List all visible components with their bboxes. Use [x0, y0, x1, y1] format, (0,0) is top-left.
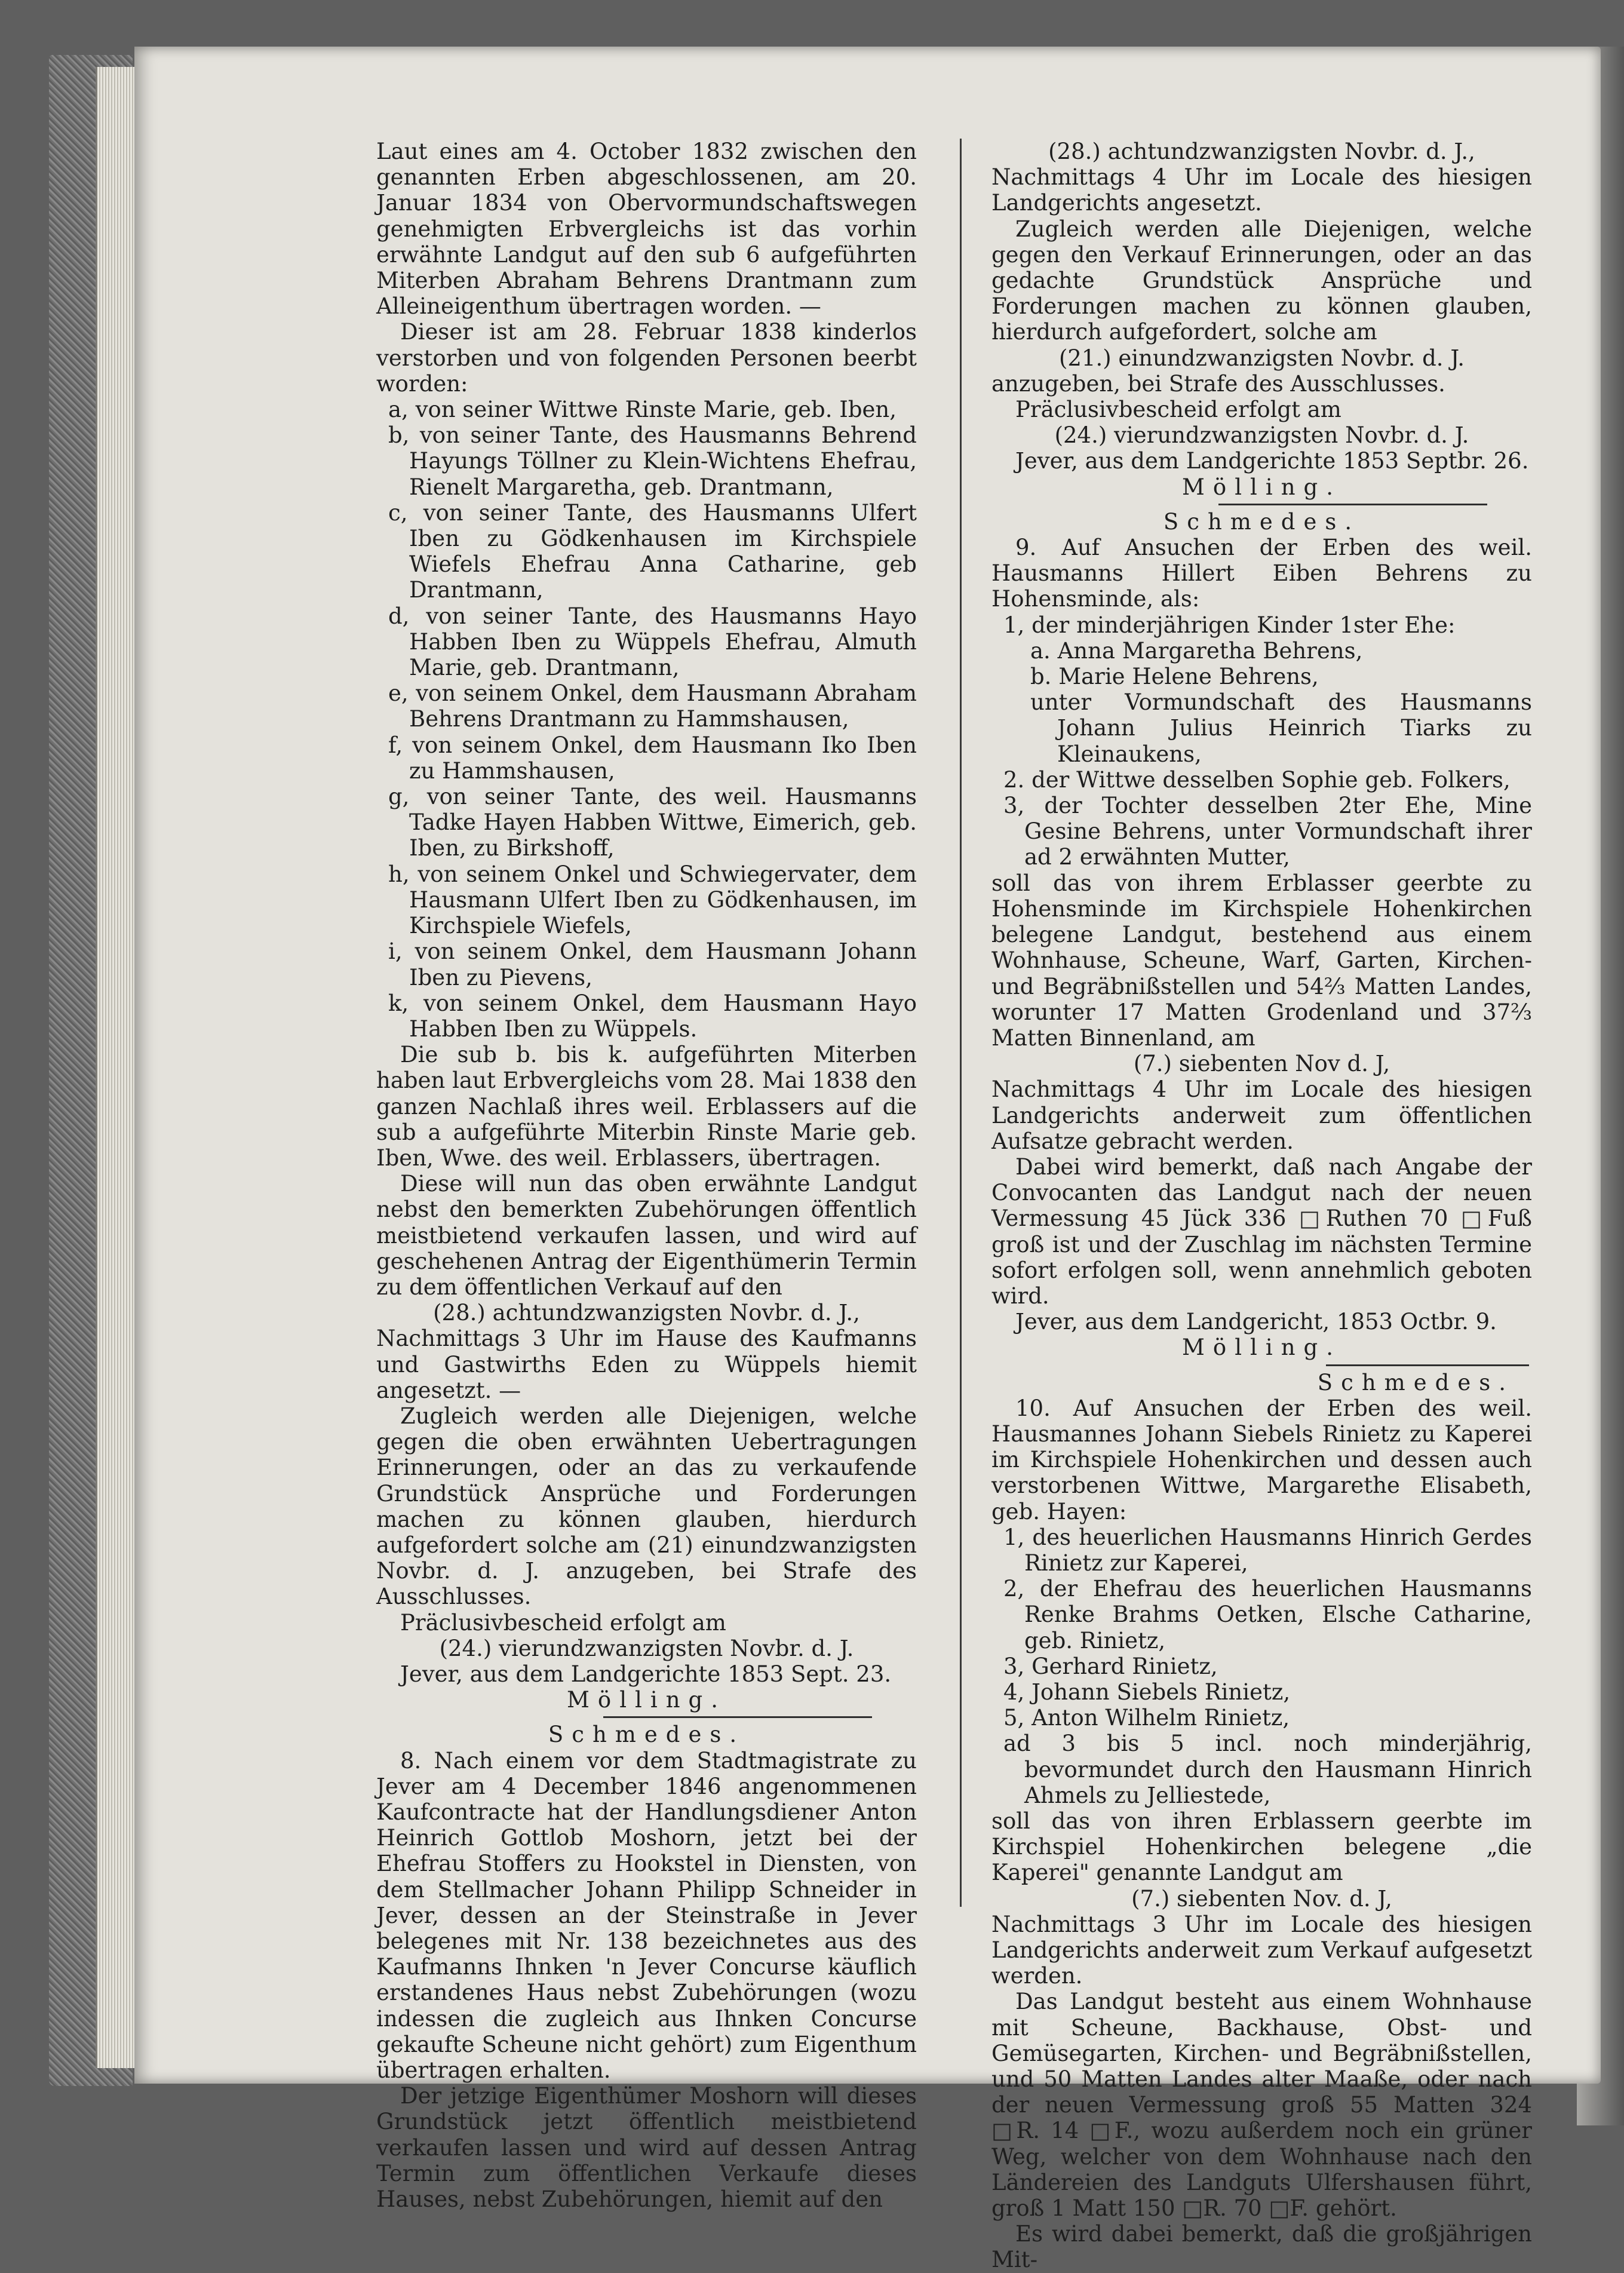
paragraph: Zugleich werden alle Diejenigen, welche gegen den Verkauf Erinnerungen, oder an das gedachte Grundstück Ansprüche und Forderungen machen zu können glauben, hierdurch aufgefordert, solche am [991, 216, 1532, 345]
paragraph: Nachmittags 3 Uhr im Locale des hiesigen Landgerichts anderweit zum Verkauf aufgesetzt werden. [991, 1911, 1532, 1989]
paragraph: soll das von ihren Erblassern geerbte im Kirchspiel Hohenkirchen belegene „die Kaperei" genannte Landgut am [991, 1808, 1532, 1886]
paragraph: Das Landgut besteht aus einem Wohnhause mit Scheune, Backhause, Obst- und Gemüsegarten, Kirchen- und Begräbnißstellen, und 50 Matten Landes alter Maaße, oder nach der neuen Vermessung groß 55 Matten 324 □R. 14 □F., wozu außerdem noch ein grüner Weg, welcher von dem Wohnhause nach den Ländereien des Landguts Ulfershausen führt, groß 1 Matt 150 □R. 70 □F. gehört. [991, 1989, 1532, 2222]
section-rule [1326, 1364, 1529, 1366]
paragraph: anzugeben, bei Strafe des Ausschlusses. [991, 370, 1445, 397]
paragraph: 8. Nach einem vor dem Stadtmagistrate zu Jever am 4 December 1846 angenommenen Kaufcontracte hat der Handlungsdiener Anton Heinrich Gottlob Moshorn, jetzt bei der Ehefrau Stoffers zu Hookstel in Diensten, von dem Stellmacher Johann Philipp Schneider in Jever, dessen an der Steinstraße in Jever belegenes mit Nr. 138 bezeichnetes aus des Kaufmanns Ihnken 'n Jever Concurse käuflich erstandenes Haus nebst Zubehörungen (wozu indessen die zugleich aus Ihnken Concurse gekaufte Scheune nicht gehört) zum Eigenthum übertragen erhalten. [376, 1747, 917, 2084]
list-item: a. Anna Margaretha Behrens, [1030, 637, 1363, 664]
list-item: c, von seiner Tante, des Hausmanns Ulfert Iben zu Gödkenhausen im Kirchspiele Wiefels Ehefrau Anna Catharine, geb Drantmann, [388, 499, 917, 603]
paragraph: Nachmittags 4 Uhr im Locale des hiesigen Landgerichts anderweit zum öffentlichen Aufsatze gebracht werden. [991, 1076, 1532, 1154]
left-column [376, 139, 917, 2212]
column-divider [960, 139, 962, 1907]
list-item: 2, der Ehefrau des heuerlichen Hausmanns Renke Brahms Oetken, Elsche Catharine, geb. Rinietz, [1003, 1576, 1532, 1654]
paragraph: Zugleich werden alle Diejenigen, welche gegen die oben erwähnten Uebertragungen Erinnerungen, oder an das zu verkaufende Grundstück Ansprüche und Forderungen machen zu können glauben, hierdurch aufgefordert solche am (21) einundzwanzigsten Novbr. d. J. anzugeben, bei Strafe des Ausschlusses. [376, 1403, 917, 1610]
date-line: (7.) siebenten Nov d. J, [1133, 1051, 1390, 1077]
section-rule [1218, 504, 1487, 505]
paragraph: Nachmittags 4 Uhr im Locale des hiesigen Landgerichts angesetzt. [991, 164, 1532, 216]
list-item: g, von seiner Tante, des weil. Hausmanns Tadke Hayen Habben Wittwe, Eimerich, geb. Iben, zu Birkshoff, [388, 784, 917, 861]
paragraph: 10. Auf Ansuchen der Erben des weil. Hausmannes Johann Siebels Rinietz zu Kaperei im Kirchspiele Hohenkirchen und dessen auch verstorbenen Wittwe, Margarethe Elisabeth, geb. Hayen: [991, 1395, 1532, 1524]
list-item: ad 3 bis 5 incl. noch minderjährig, bevormundet durch den Hausmann Hinrich Ahmels zu Jelliestede, [1003, 1731, 1532, 1808]
paragraph: Der jetzige Eigenthümer Moshorn will dieses Grundstück jetzt öffentlich meistbietend verkaufen lassen und wird auf dessen Antrag Termin zum öffentlichen Verkaufe dieses Hauses, nebst Zubehörungen, hiemit auf den [376, 2083, 917, 2213]
paragraph: Jever, aus dem Landgericht, 1853 Octbr. 9. [1015, 1309, 1497, 1335]
paragraph: Dieser ist am 28. Februar 1838 kinderlos verstorben und von folgenden Personen beerbt worden: [376, 319, 917, 397]
list-item: e, von seinem Onkel, dem Hausmann Abraham Behrens Drantmann zu Hammshausen, [388, 680, 917, 732]
list-item: 1, des heuerlichen Hausmanns Hinrich Gerdes Rinietz zur Kaperei, [1003, 1524, 1532, 1576]
paragraph: Jever, aus dem Landgerichte 1853 Septbr. 26. [1015, 448, 1529, 474]
paragraph: Dabei wird bemerkt, daß nach Angabe der Convocanten das Landgut nach der neuen Vermessung 45 Jück 336 □Ruthen 70 □Fuß groß ist und der Zuschlag im nächsten Termine sofort erfolgen soll, wenn annehmlich geboten wird. [991, 1154, 1532, 1309]
right-column [991, 139, 1532, 2273]
signature: Schmedes. [1163, 508, 1361, 535]
paragraph: Laut eines am 4. October 1832 zwischen den genannten Erben abgeschlossenen, am 20. Januar 1834 von Obervormundschaftswegen genehmigten Erbvergleichs ist das vorhin erwähnte Landgut auf den sub 6 aufgeführten Miterben Abraham Behrens Drantmann zum Alleineigenthum übertragen worden. — [376, 139, 917, 320]
signature: Mölling. [1182, 474, 1341, 500]
paragraph: soll das von ihrem Erblasser geerbte zu Hohensminde im Kirchspiele Hohenkirchen belegene Landgut, bestehend aus einem Wohnhause, Scheune, Warf, Garten, Kirchen- und Begräbnißstellen und 54⅔ Matten Landes, worunter 17 Matten Grodenland und 37⅔ Matten Binnenland, am [991, 870, 1532, 1051]
signature: Schmedes. [548, 1722, 745, 1748]
list-item: b. Marie Helene Behrens, [1030, 664, 1319, 690]
list-item: 4, Johann Siebels Rinietz, [1003, 1679, 1291, 1705]
list-item: h, von seinem Onkel und Schwiegervater, dem Hausmann Ulfert Iben zu Gödkenhausen, im Kirchspiele Wiefels, [388, 861, 917, 939]
list-item: i, von seinem Onkel, dem Hausmann Johann Iben zu Pievens, [388, 938, 917, 990]
section-rule [603, 1716, 872, 1718]
list-item: 3, Gerhard Rinietz, [1003, 1653, 1218, 1679]
date-line: (28.) achtundzwanzigsten Novbr. d. J., [1048, 139, 1475, 164]
list-item: 3, der Tochter desselben 2ter Ehe, Mine Gesine Behrens, unter Vormundschaft ihrer ad 2 erwähnten Mutter, [1003, 793, 1532, 870]
paragraph: Es wird dabei bemerkt, daß die großjährigen Mit- [991, 2221, 1532, 2273]
date-line: (28.) achtundzwanzigsten Novbr. d. J., [433, 1300, 860, 1326]
paragraph: Präclusivbescheid erfolgt am [400, 1609, 726, 1636]
paragraph: Die sub b. bis k. aufgeführten Miterben haben laut Erbvergleichs vom 28. Mai 1838 den ganzen Nachlaß ihres weil. Erblassers auf die sub a aufgeführte Miterbin Rinste Marie geb. Iben, Wwe. des weil. Erblassers, übertragen. [376, 1042, 917, 1171]
list-item: k, von seinem Onkel, dem Hausmann Hayo Habben Iben zu Wüppels. [388, 990, 917, 1042]
list-item: a, von seiner Wittwe Rinste Marie, geb. Iben, [388, 397, 897, 423]
date-line: (21.) einundzwanzigsten Novbr. d. J. [1058, 345, 1465, 371]
list-item: b, von seiner Tante, des Hausmanns Behrend Hayungs Töllner zu Klein-Wichtens Ehefrau, Rienelt Margaretha, geb. Drantmann, [388, 422, 917, 500]
signature: Mölling. [567, 1687, 726, 1713]
date-line: (7.) siebenten Nov. d. J, [1131, 1885, 1392, 1912]
paragraph: Präclusivbescheid erfolgt am [1015, 397, 1341, 423]
paragraph: Diese will nun das oben erwähnte Landgut nebst den bemerkten Zubehörungen öffentlich meistbietend verkaufen lassen, und wird auf geschehenen Antrag der Eigenthümerin Termin zu dem öffentlichen Verkauf auf den [376, 1171, 917, 1300]
signature: Mölling. [1182, 1335, 1341, 1361]
list-item: d, von seiner Tante, des Hausmanns Hayo Habben Iben zu Wüppels Ehefrau, Almuth Marie, geb. Drantmann, [388, 603, 917, 681]
list-item: f, von seinem Onkel, dem Hausmann Iko Iben zu Hammshausen, [388, 732, 917, 784]
signature: Schmedes. [1317, 1369, 1514, 1395]
date-line: (24.) vierundzwanzigsten Novbr. d. J. [439, 1635, 854, 1661]
list-item: 5, Anton Wilhelm Rinietz, [1003, 1705, 1290, 1731]
list-item: 2. der Wittwe desselben Sophie geb. Folkers, [1003, 766, 1511, 793]
paragraph: Nachmittags 3 Uhr im Hause des Kaufmanns und Gastwirths Eden zu Wüppels hiemit angesetzt. — [376, 1326, 917, 1403]
list-item: unter Vormundschaft des Hausmanns Johann Julius Heinrich Tiarks zu Kleinaukens, [1030, 689, 1532, 767]
paragraph: Jever, aus dem Landgerichte 1853 Sept. 23. [400, 1661, 892, 1687]
date-line: (24.) vierundzwanzigsten Novbr. d. J. [1054, 422, 1469, 449]
paragraph: 9. Auf Ansuchen der Erben des weil. Hausmanns Hillert Eiben Behrens zu Hohensminde, als: [991, 535, 1532, 612]
list-item: 1, der minderjährigen Kinder 1ster Ehe: [1003, 612, 1456, 638]
